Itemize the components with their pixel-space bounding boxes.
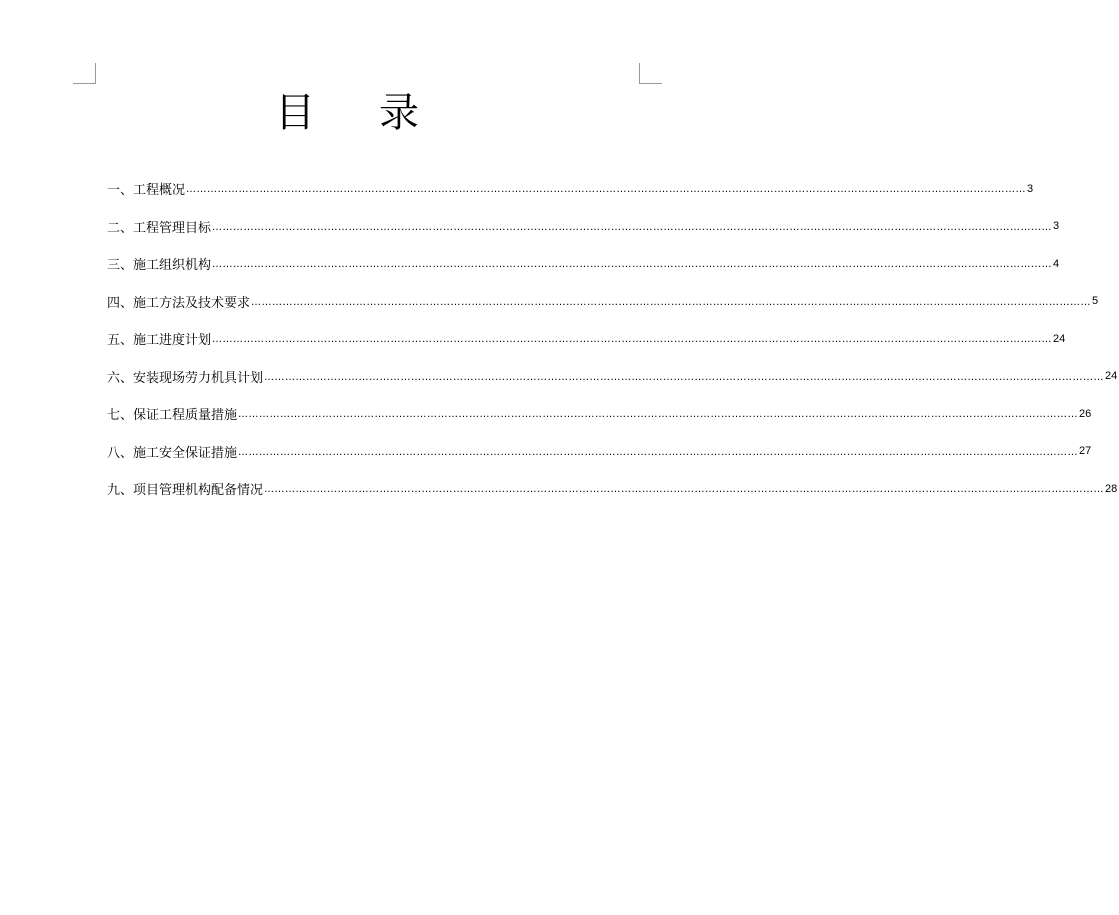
toc-leader-dots: …………………………………………………………………………………………………………………………………………………………………………………………………………………… <box>212 334 1053 346</box>
table-of-contents <box>107 170 1118 508</box>
toc-leader-dots: …………………………………………………………………………………………………………………………………………………………………………………………………………………… <box>251 296 1092 308</box>
toc-entry-page: 3 <box>1053 220 1060 233</box>
toc-entry[interactable] <box>107 358 1118 396</box>
toc-entry[interactable] <box>107 395 1092 433</box>
toc-entry-page: 28 <box>1105 482 1118 495</box>
toc-entry[interactable] <box>107 320 1066 358</box>
title-char-2: 录 <box>379 90 419 136</box>
toc-entry-label: 四、施工方法及技术要求 <box>107 295 251 311</box>
toc-entry-label: 六、安装现场劳力机具计划 <box>107 370 264 386</box>
toc-entry-label: 一、工程概况 <box>107 183 186 199</box>
toc-leader-dots: …………………………………………………………………………………………………………………………………………………………………………………………………………………… <box>212 221 1053 233</box>
toc-entry[interactable] <box>107 470 1118 508</box>
toc-entry-page: 3 <box>1027 182 1034 195</box>
toc-entry[interactable] <box>107 433 1092 471</box>
toc-leader-dots: …………………………………………………………………………………………………………………………………………………………………………………………………………………… <box>238 446 1079 458</box>
toc-leader-dots: …………………………………………………………………………………………………………………………………………………………………………………………………………………… <box>186 184 1027 196</box>
toc-entry-label: 二、工程管理目标 <box>107 220 212 236</box>
toc-leader-dots: …………………………………………………………………………………………………………………………………………………………………………………………………………………… <box>212 259 1053 271</box>
toc-entry-label: 七、保证工程质量措施 <box>107 408 238 424</box>
toc-entry[interactable] <box>107 208 1060 246</box>
toc-entry[interactable] <box>107 170 1034 208</box>
toc-entry-page: 27 <box>1079 445 1092 458</box>
toc-entry-label: 五、施工进度计划 <box>107 333 212 349</box>
page-title <box>0 86 694 140</box>
toc-leader-dots: …………………………………………………………………………………………………………………………………………………………………………………………………………………… <box>264 484 1105 496</box>
toc-leader-dots: …………………………………………………………………………………………………………………………………………………………………………………………………………………… <box>238 409 1079 421</box>
page-corner-mark-top-right <box>639 63 662 84</box>
toc-entry-page: 24 <box>1105 370 1118 383</box>
toc-leader-dots: …………………………………………………………………………………………………………………………………………………………………………………………………………………… <box>264 371 1105 383</box>
toc-entry-label: 八、施工安全保证措施 <box>107 445 238 461</box>
toc-entry[interactable] <box>107 245 1060 283</box>
toc-entry-page: 26 <box>1079 407 1092 420</box>
toc-entry-page: 24 <box>1053 332 1066 345</box>
page-corner-mark-top-left <box>73 63 96 84</box>
toc-entry-page: 5 <box>1092 295 1099 308</box>
toc-entry-page: 4 <box>1053 257 1060 270</box>
toc-entry-label: 九、项目管理机构配备情况 <box>107 483 264 499</box>
toc-entry[interactable] <box>107 283 1099 321</box>
toc-entry-label: 三、施工组织机构 <box>107 258 212 274</box>
title-char-1: 目 <box>275 90 315 136</box>
